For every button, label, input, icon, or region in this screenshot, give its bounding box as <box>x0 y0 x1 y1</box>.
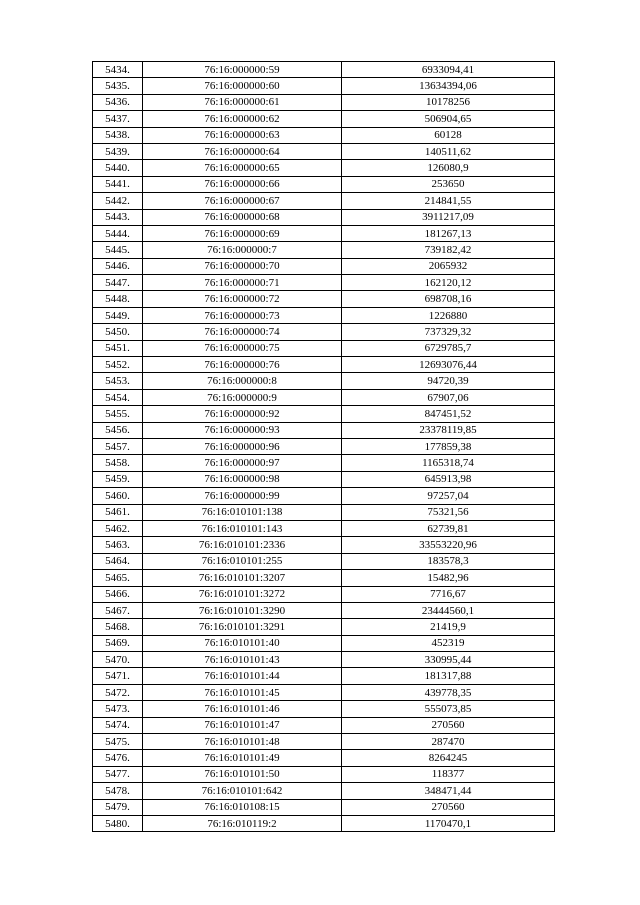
table-row <box>93 389 555 405</box>
value-cell: 126080,9 <box>342 160 555 176</box>
table-row <box>93 406 555 422</box>
table-row <box>93 340 555 356</box>
table-row <box>93 291 555 307</box>
table-row <box>93 78 555 94</box>
table-row <box>93 471 555 487</box>
value-cell: 140511,62 <box>342 143 555 159</box>
row-number-cell: 5454. <box>93 389 143 405</box>
table-row <box>93 225 555 241</box>
value-cell: 10178256 <box>342 94 555 110</box>
table-row <box>93 783 555 799</box>
cadastral-number-cell: 76:16:010101:3207 <box>143 570 342 586</box>
value-cell: 67907,06 <box>342 389 555 405</box>
table-body <box>93 62 555 832</box>
row-number-cell: 5462. <box>93 520 143 536</box>
row-number-cell: 5440. <box>93 160 143 176</box>
value-cell: 23444560,1 <box>342 602 555 618</box>
table-row <box>93 668 555 684</box>
value-cell: 698708,16 <box>342 291 555 307</box>
value-cell: 7716,67 <box>342 586 555 602</box>
row-number-cell: 5475. <box>93 734 143 750</box>
row-number-cell: 5476. <box>93 750 143 766</box>
row-number-cell: 5456. <box>93 422 143 438</box>
table-row <box>93 799 555 815</box>
value-cell: 270560 <box>342 799 555 815</box>
row-number-cell: 5434. <box>93 62 143 78</box>
row-number-cell: 5474. <box>93 717 143 733</box>
row-number-cell: 5436. <box>93 94 143 110</box>
table-row <box>93 520 555 536</box>
row-number-cell: 5461. <box>93 504 143 520</box>
row-number-cell: 5439. <box>93 143 143 159</box>
row-number-cell: 5453. <box>93 373 143 389</box>
value-cell: 62739,81 <box>342 520 555 536</box>
table-row <box>93 570 555 586</box>
table-row <box>93 373 555 389</box>
table-row <box>93 258 555 274</box>
row-number-cell: 5465. <box>93 570 143 586</box>
value-cell: 348471,44 <box>342 783 555 799</box>
table-row <box>93 701 555 717</box>
value-cell: 1226880 <box>342 307 555 323</box>
row-number-cell: 5478. <box>93 783 143 799</box>
cadastral-number-cell: 76:16:010101:40 <box>143 635 342 651</box>
cadastral-number-cell: 76:16:010101:2336 <box>143 537 342 553</box>
row-number-cell: 5480. <box>93 815 143 831</box>
table-row <box>93 438 555 454</box>
table-row <box>93 717 555 733</box>
table-row <box>93 143 555 159</box>
value-cell: 15482,96 <box>342 570 555 586</box>
table-row <box>93 734 555 750</box>
value-cell: 177859,38 <box>342 438 555 454</box>
row-number-cell: 5445. <box>93 242 143 258</box>
row-number-cell: 5450. <box>93 324 143 340</box>
value-cell: 6933094,41 <box>342 62 555 78</box>
value-cell: 1165318,74 <box>342 455 555 471</box>
row-number-cell: 5470. <box>93 652 143 668</box>
cadastral-number-cell: 76:16:000000:71 <box>143 275 342 291</box>
cadastral-number-cell: 76:16:000000:66 <box>143 176 342 192</box>
cadastral-number-cell: 76:16:010101:3290 <box>143 602 342 618</box>
value-cell: 97257,04 <box>342 488 555 504</box>
row-number-cell: 5437. <box>93 111 143 127</box>
table-row <box>93 176 555 192</box>
value-cell: 94720,39 <box>342 373 555 389</box>
table-row <box>93 193 555 209</box>
row-number-cell: 5463. <box>93 537 143 553</box>
row-number-cell: 5441. <box>93 176 143 192</box>
cadastral-number-cell: 76:16:000000:98 <box>143 471 342 487</box>
table-row <box>93 553 555 569</box>
row-number-cell: 5477. <box>93 766 143 782</box>
value-cell: 287470 <box>342 734 555 750</box>
cadastral-number-cell: 76:16:010101:50 <box>143 766 342 782</box>
row-number-cell: 5455. <box>93 406 143 422</box>
cadastral-number-cell: 76:16:000000:59 <box>143 62 342 78</box>
value-cell: 13634394,06 <box>342 78 555 94</box>
row-number-cell: 5448. <box>93 291 143 307</box>
cadastral-number-cell: 76:16:000000:99 <box>143 488 342 504</box>
table-row <box>93 488 555 504</box>
cadastral-number-cell: 76:16:010119:2 <box>143 815 342 831</box>
table-row <box>93 652 555 668</box>
value-cell: 253650 <box>342 176 555 192</box>
row-number-cell: 5473. <box>93 701 143 717</box>
cadastral-number-cell: 76:16:000000:63 <box>143 127 342 143</box>
cadastral-number-cell: 76:16:010101:48 <box>143 734 342 750</box>
data-table <box>92 61 555 832</box>
cadastral-number-cell: 76:16:010101:255 <box>143 553 342 569</box>
value-cell: 270560 <box>342 717 555 733</box>
cadastral-number-cell: 76:16:000000:93 <box>143 422 342 438</box>
cadastral-number-cell: 76:16:010101:43 <box>143 652 342 668</box>
row-number-cell: 5443. <box>93 209 143 225</box>
table-row <box>93 602 555 618</box>
cadastral-number-cell: 76:16:000000:97 <box>143 455 342 471</box>
value-cell: 214841,55 <box>342 193 555 209</box>
row-number-cell: 5452. <box>93 357 143 373</box>
row-number-cell: 5472. <box>93 684 143 700</box>
value-cell: 181267,13 <box>342 225 555 241</box>
cadastral-number-cell: 76:16:010101:47 <box>143 717 342 733</box>
table-row <box>93 127 555 143</box>
value-cell: 3911217,09 <box>342 209 555 225</box>
row-number-cell: 5458. <box>93 455 143 471</box>
value-cell: 452319 <box>342 635 555 651</box>
value-cell: 23378119,85 <box>342 422 555 438</box>
row-number-cell: 5459. <box>93 471 143 487</box>
value-cell: 737329,32 <box>342 324 555 340</box>
row-number-cell: 5464. <box>93 553 143 569</box>
cadastral-number-cell: 76:16:010101:45 <box>143 684 342 700</box>
cadastral-number-cell: 76:16:010101:3291 <box>143 619 342 635</box>
cadastral-number-cell: 76:16:000000:70 <box>143 258 342 274</box>
cadastral-number-cell: 76:16:010101:49 <box>143 750 342 766</box>
value-cell: 1170470,1 <box>342 815 555 831</box>
cadastral-number-cell: 76:16:010101:138 <box>143 504 342 520</box>
row-number-cell: 5446. <box>93 258 143 274</box>
cadastral-number-cell: 76:16:000000:75 <box>143 340 342 356</box>
row-number-cell: 5467. <box>93 602 143 618</box>
value-cell: 181317,88 <box>342 668 555 684</box>
row-number-cell: 5457. <box>93 438 143 454</box>
table-row <box>93 94 555 110</box>
row-number-cell: 5466. <box>93 586 143 602</box>
cadastral-number-cell: 76:16:000000:69 <box>143 225 342 241</box>
row-number-cell: 5451. <box>93 340 143 356</box>
table-row <box>93 815 555 831</box>
cadastral-number-cell: 76:16:010108:15 <box>143 799 342 815</box>
cadastral-number-cell: 76:16:000000:7 <box>143 242 342 258</box>
value-cell: 847451,52 <box>342 406 555 422</box>
value-cell: 330995,44 <box>342 652 555 668</box>
cadastral-number-cell: 76:16:000000:92 <box>143 406 342 422</box>
value-cell: 12693076,44 <box>342 357 555 373</box>
table-row <box>93 455 555 471</box>
table-row <box>93 504 555 520</box>
cadastral-number-cell: 76:16:000000:76 <box>143 357 342 373</box>
table-row <box>93 684 555 700</box>
row-number-cell: 5442. <box>93 193 143 209</box>
table-row <box>93 766 555 782</box>
value-cell: 8264245 <box>342 750 555 766</box>
cadastral-number-cell: 76:16:000000:64 <box>143 143 342 159</box>
value-cell: 506904,65 <box>342 111 555 127</box>
cadastral-number-cell: 76:16:000000:8 <box>143 373 342 389</box>
table-row <box>93 586 555 602</box>
table-row <box>93 537 555 553</box>
row-number-cell: 5460. <box>93 488 143 504</box>
row-number-cell: 5447. <box>93 275 143 291</box>
table-row <box>93 635 555 651</box>
cadastral-number-cell: 76:16:000000:68 <box>143 209 342 225</box>
row-number-cell: 5468. <box>93 619 143 635</box>
table-row <box>93 750 555 766</box>
table-row <box>93 209 555 225</box>
table-row <box>93 619 555 635</box>
table-row <box>93 242 555 258</box>
value-cell: 439778,35 <box>342 684 555 700</box>
table-row <box>93 324 555 340</box>
value-cell: 118377 <box>342 766 555 782</box>
value-cell: 645913,98 <box>342 471 555 487</box>
row-number-cell: 5471. <box>93 668 143 684</box>
value-cell: 183578,3 <box>342 553 555 569</box>
table-row <box>93 357 555 373</box>
cadastral-number-cell: 76:16:000000:65 <box>143 160 342 176</box>
cadastral-number-cell: 76:16:000000:67 <box>143 193 342 209</box>
table-row <box>93 62 555 78</box>
row-number-cell: 5479. <box>93 799 143 815</box>
row-number-cell: 5449. <box>93 307 143 323</box>
value-cell: 162120,12 <box>342 275 555 291</box>
table-row <box>93 422 555 438</box>
value-cell: 555073,85 <box>342 701 555 717</box>
value-cell: 21419,9 <box>342 619 555 635</box>
table-row <box>93 111 555 127</box>
row-number-cell: 5438. <box>93 127 143 143</box>
cadastral-number-cell: 76:16:000000:62 <box>143 111 342 127</box>
cadastral-number-cell: 76:16:000000:74 <box>143 324 342 340</box>
cadastral-number-cell: 76:16:010101:44 <box>143 668 342 684</box>
value-cell: 6729785,7 <box>342 340 555 356</box>
value-cell: 75321,56 <box>342 504 555 520</box>
table-row <box>93 160 555 176</box>
cadastral-number-cell: 76:16:000000:72 <box>143 291 342 307</box>
value-cell: 33553220,96 <box>342 537 555 553</box>
cadastral-number-cell: 76:16:010101:3272 <box>143 586 342 602</box>
cadastral-number-cell: 76:16:010101:46 <box>143 701 342 717</box>
value-cell: 739182,42 <box>342 242 555 258</box>
row-number-cell: 5469. <box>93 635 143 651</box>
cadastral-number-cell: 76:16:010101:642 <box>143 783 342 799</box>
cadastral-number-cell: 76:16:010101:143 <box>143 520 342 536</box>
row-number-cell: 5444. <box>93 225 143 241</box>
table-row <box>93 307 555 323</box>
cadastral-number-cell: 76:16:000000:9 <box>143 389 342 405</box>
value-cell: 2065932 <box>342 258 555 274</box>
cadastral-number-cell: 76:16:000000:96 <box>143 438 342 454</box>
table-row <box>93 275 555 291</box>
cadastral-number-cell: 76:16:000000:60 <box>143 78 342 94</box>
row-number-cell: 5435. <box>93 78 143 94</box>
cadastral-number-cell: 76:16:000000:73 <box>143 307 342 323</box>
cadastral-number-cell: 76:16:000000:61 <box>143 94 342 110</box>
value-cell: 60128 <box>342 127 555 143</box>
